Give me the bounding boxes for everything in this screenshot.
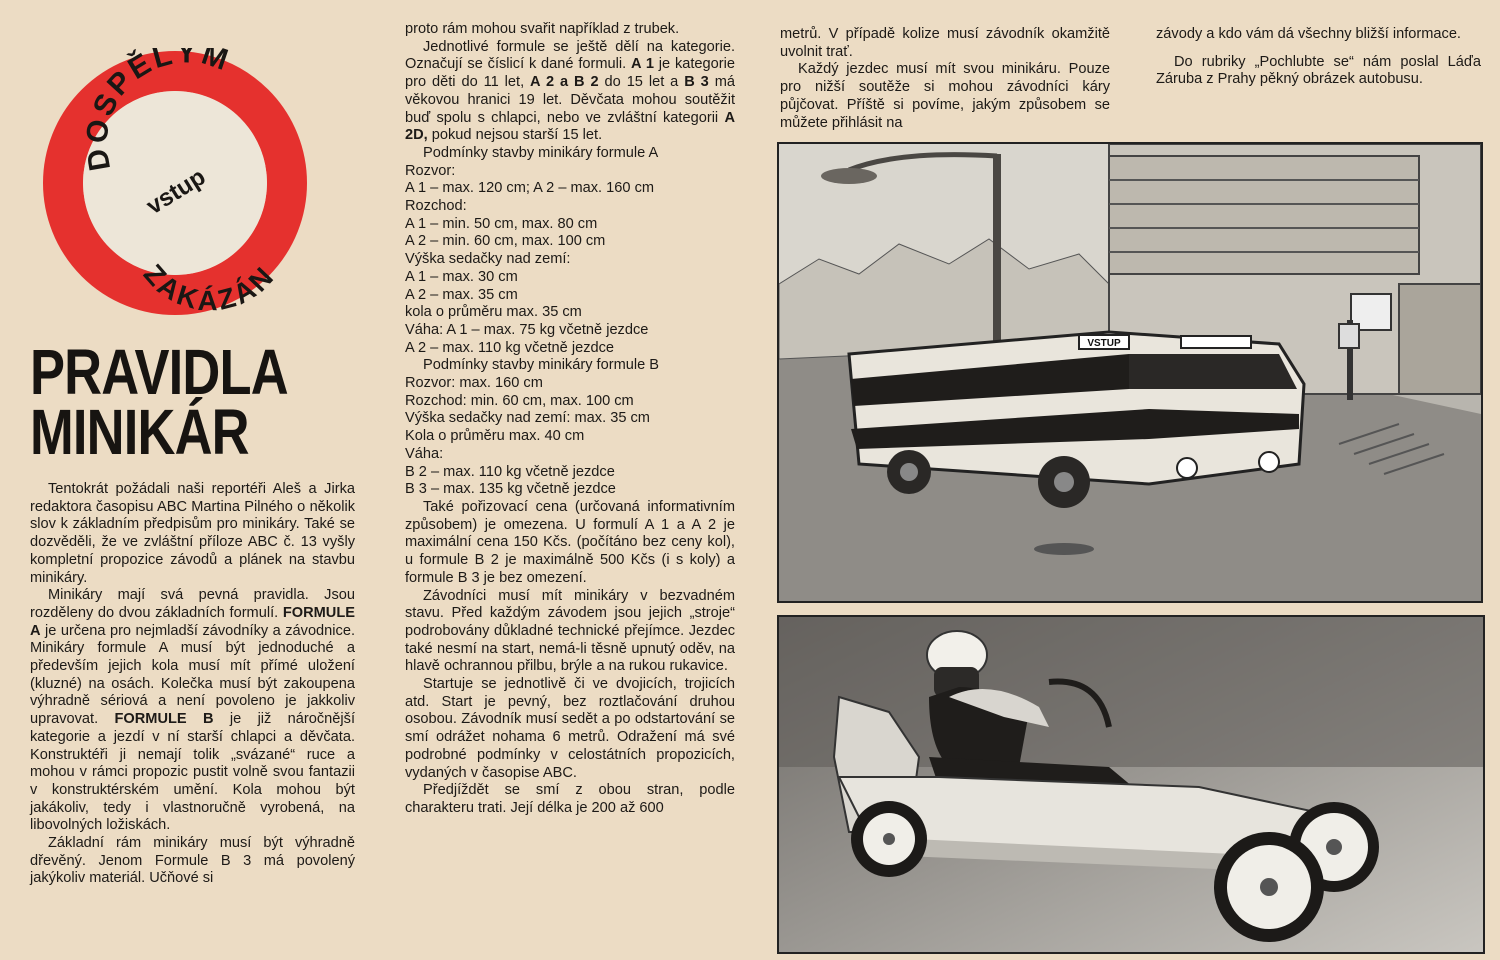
paragraph: metrů. V případě kolize musí závodník okamžitě uvolnit trať. (780, 26, 1110, 60)
paragraph: závody a kdo vám dá všechny bližší informace. (1156, 26, 1461, 42)
text-run: Minikáry mají svá pevná pravidla. Jsou rozděleny do dvou základních formulí. (30, 587, 355, 621)
spec-line: A 2 – max. 110 kg včetně jezdce (405, 339, 615, 356)
column-2 (405, 21, 735, 818)
spec-line: B 3 – max. 135 kg včetně jezdce (405, 481, 616, 498)
paragraph: Základní rám minikáry musí být výhradně dřevěný. Jenom Formule B 3 má povolený jakýkoliv materiál. Učňové si (30, 835, 355, 887)
spec-line: A 1 – max. 120 cm; A 2 – max. 160 cm (405, 180, 655, 197)
sign-line-3: ZAKÁZÁN (137, 258, 282, 317)
sign-line-1: DOSPĚLÝM (80, 48, 235, 174)
text-run: Jednotlivé formule se ještě dělí na kategorie. Označují se číslicí k dané formuli. (405, 38, 735, 73)
sign-line-2: vstup (141, 163, 211, 221)
spec-list (405, 145, 735, 499)
spec-line: B 2 – max. 110 kg včetně jezdce (405, 463, 615, 480)
spec-line: Váha: (405, 445, 444, 462)
category-label: B 2 (574, 74, 599, 91)
spec-line: Výška sedačky nad zemí: max. 35 cm (405, 410, 650, 427)
spec-line: kola o průměru max. 35 cm (405, 304, 582, 321)
spec-line: Rozvor: max. 160 cm (405, 375, 543, 392)
text-run: do 15 let a (604, 74, 679, 91)
column-3 (780, 26, 1110, 132)
category-label: B 3 (684, 74, 709, 91)
text-run: je kategorie pro děti do 11 let, (405, 56, 735, 91)
paragraph: Také pořizovací cena (určovaná informativním způsobem) je omezena. U formulí A 1 a A 2 je maximální cena 150 Kčs. (počítáno bez ceny kol), u formule B 2 je maximálně 500 Kčs (i s koly) a formule B 3 je bez omezení. (405, 498, 735, 586)
bus-destination-sign: VSTUP (1087, 338, 1121, 349)
spec-line: Kola o průměru max. 40 cm (405, 428, 585, 445)
category-label: A 1 (631, 56, 654, 73)
formula-b-label: FORMULE B (114, 711, 214, 728)
no-adults-sign (40, 48, 310, 318)
paragraph: proto rám mohou svařit například z trubek. (405, 21, 680, 37)
spec-line: Podmínky stavby minikáry formule B (423, 357, 660, 374)
bus-drawing-image (777, 142, 1483, 603)
spec-line: A 1 – min. 50 cm, max. 80 cm (405, 215, 598, 232)
text-run: pokud nejsou starší 15 let. (431, 127, 603, 144)
category-label: A 2 (530, 74, 555, 91)
text-run: a (560, 74, 569, 91)
paragraph: Tentokrát požádali naši reportéři Aleš a Jirka redaktora časopisu ABC Martina Pilného o několik slov k základním předpisům pro minikáry. Také se dozvěděli, že ve zvláštní příloze ABC č. 13 vyšly kompletní propozice závodů a plánek na stavbu minikáry. (30, 481, 355, 586)
prohibition-sign-icon (40, 48, 310, 318)
spec-line: A 1 – max. 30 cm (405, 268, 518, 285)
column-1 (30, 481, 355, 888)
paragraph (30, 587, 355, 835)
minikart-photo (777, 615, 1485, 954)
paragraph (405, 39, 735, 145)
category-label: A 2D, (405, 109, 735, 144)
paragraph: Každý jezdec musí mít svou minikáru. Pouze pro nižší soutěže si mohou závodníci káry půjčovat. Příště si povíme, jakým způsobem se můžete přihlásit na (780, 61, 1110, 131)
paragraph: Do rubriky „Pochlubte se“ nám poslal Láďa Záruba z Prahy pěkný obrázek autobusu. (1156, 53, 1481, 88)
spec-line: A 2 – max. 35 cm (405, 286, 518, 303)
spec-line: A 2 – min. 60 cm, max. 100 cm (405, 233, 606, 250)
spec-line: Rozchod: (405, 198, 467, 215)
minikart-illustration (779, 617, 1483, 952)
paragraph: Startuje se jednotlivě či ve dvojicích, trojicích atd. Start je pevný, bez roztlačování druhou osobou. Závodník musí sedět a po odstartování se smí odrážet nohama 6 metrů. Odražení má své podrobné podmínky v celostátních propozicích, vydaných v časopise ABC. (405, 676, 735, 781)
article-title (30, 336, 301, 468)
text-run: je určena pro nejmladší závodníky a závodnice. Minikáry formule A musí být jednoduché a především jejich kola musí mít přímé uložení (kluzné) na osách. Kolečka musí být zakoupena výhradně sériová a není povoleno je jakkoliv upravovat. (30, 622, 356, 728)
title-line-2: MINIKÁR (30, 396, 249, 468)
paragraph: Předjíždět se smí z obou stran, podle charakteru trati. Její délka je 200 až 600 (405, 782, 735, 816)
spec-line: Výška sedačky nad zemí: (405, 251, 571, 268)
spec-line: Rozchod: min. 60 cm, max. 100 cm (405, 392, 634, 409)
paragraph: Závodníci musí mít minikáry v bezvadném stavu. Před každým závodem jsou jejich „stroje“ podrobovány důkladné technické přejímce. Jezdec také nesmí na start, nemá-li těsně upnutý oděv, na hlavě ochrannou přilbu, brýle a na rukou rukavice. (405, 587, 735, 675)
bus-illustration (779, 144, 1481, 601)
text-run: má věkovou hranici 19 let. Děvčata mohou soutěžit buď spolu s chlapci, nebo ve zvláštní kategorii (405, 74, 735, 126)
spec-line: Váha: A 1 – max. 75 kg včetně jezdce (405, 321, 649, 338)
spec-line: Podmínky stavby minikáry formule A (423, 144, 659, 161)
formula-a-label: FORMULE A (30, 604, 355, 639)
column-4 (1156, 26, 1481, 89)
text-run: je již náročnější kategorie a jezdí v ní starší chlapci a děvčata. Konstruktéři ji nemají tolik „svázané“ ruce a mohou v rámci propozic pustit volně svou fantazii v konstruktérském umění. Kola mohou být jakákoliv, tedy i vlastnoručně vyrobená, na libovolných ložiskách. (30, 711, 356, 834)
spec-line: Rozvor: (405, 162, 456, 179)
title-line-1: PRAVIDLA (30, 336, 288, 408)
